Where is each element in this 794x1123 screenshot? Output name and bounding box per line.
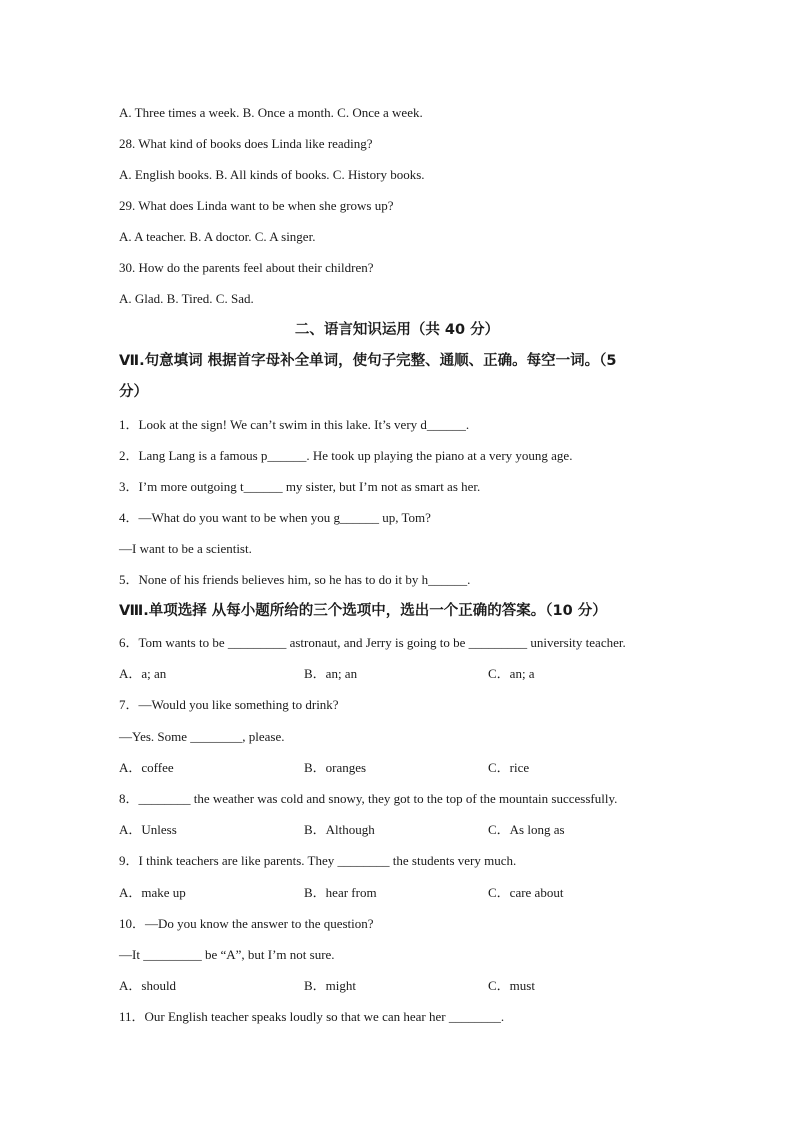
mc-option-8c: C．As long as	[488, 822, 565, 837]
fill-item-2: 2．Lang Lang is a famous p______. He took up playing the piano at a very young age.	[119, 448, 573, 463]
part8-title: Ⅷ.单项选择 从每小题所给的三个选项中，选出一个正确的答案。（10 分）	[119, 603, 607, 619]
mc-option-9c: C．care about	[488, 885, 564, 900]
mc-option-10b: B．might	[304, 978, 357, 993]
mc-option-6b: B．an; an	[304, 666, 358, 681]
answer-options-27: A. Three times a week. B. Once a month. C. Once a week.	[119, 105, 423, 120]
mc-option-8b: B．Although	[304, 822, 375, 837]
mc-option-10c: C．must	[488, 978, 535, 993]
mc-question-7: 7．—Would you like something to drink?	[119, 697, 339, 712]
part7-title-cont: 分）	[119, 384, 148, 400]
mc-option-6c: C．an; a	[488, 666, 535, 681]
answer-options-29: A. A teacher. B. A doctor. C. A singer.	[119, 229, 316, 244]
mc-question-6: 6．Tom wants to be _________ astronaut, and Jerry is going to be _________ university teacher.	[119, 635, 626, 650]
mc-question-8: 8．________ the weather was cold and snowy, they got to the top of the mountain successfully.	[119, 791, 618, 806]
mc-question-7-reply: —Yes. Some ________, please.	[119, 729, 285, 744]
fill-item-5: 5．None of his friends believes him, so he has to do it by h______.	[119, 572, 471, 587]
mc-question-9: 9．I think teachers are like parents. They ________ the students very much.	[119, 853, 517, 868]
answer-options-28: A. English books. B. All kinds of books. C. History books.	[119, 167, 425, 182]
mc-question-10-reply: —It _________ be “A”, but I’m not sure.	[119, 947, 335, 962]
fill-item-1: 1．Look at the sign! We can’t swim in this lake. It’s very d______.	[119, 417, 470, 432]
mc-option-7c: C．rice	[488, 760, 530, 775]
question-28: 28. What kind of books does Linda like reading?	[119, 136, 373, 151]
fill-item-3: 3．I’m more outgoing t______ my sister, but I’m not as smart as her.	[119, 479, 481, 494]
question-30: 30. How do the parents feel about their children?	[119, 260, 374, 275]
mc-option-6a: A．a; an	[119, 666, 167, 681]
part7-title: Ⅶ.句意填词 根据首字母补全单词，使句子完整、通顺、正确。每空一词。（5	[119, 353, 617, 369]
mc-question-10: 10．—Do you know the answer to the question?	[119, 916, 374, 931]
question-29: 29. What does Linda want to be when she grows up?	[119, 198, 394, 213]
mc-option-9b: B．hear from	[304, 885, 377, 900]
fill-item-4: 4．—What do you want to be when you g______ up, Tom?	[119, 510, 431, 525]
mc-option-7b: B．oranges	[304, 760, 367, 775]
mc-option-8a: A．Unless	[119, 822, 177, 837]
fill-item-4-answer: —I want to be a scientist.	[119, 541, 252, 556]
mc-option-9a: A．make up	[119, 885, 186, 900]
mc-option-10a: A．should	[119, 978, 177, 993]
section-title: 二、语言知识运用（共 40 分）	[294, 322, 500, 338]
mc-question-11: 11．Our English teacher speaks loudly so that we can hear her ________.	[119, 1009, 505, 1024]
mc-option-7a: A．coffee	[119, 760, 174, 775]
answer-options-30: A. Glad. B. Tired. C. Sad.	[119, 291, 254, 306]
